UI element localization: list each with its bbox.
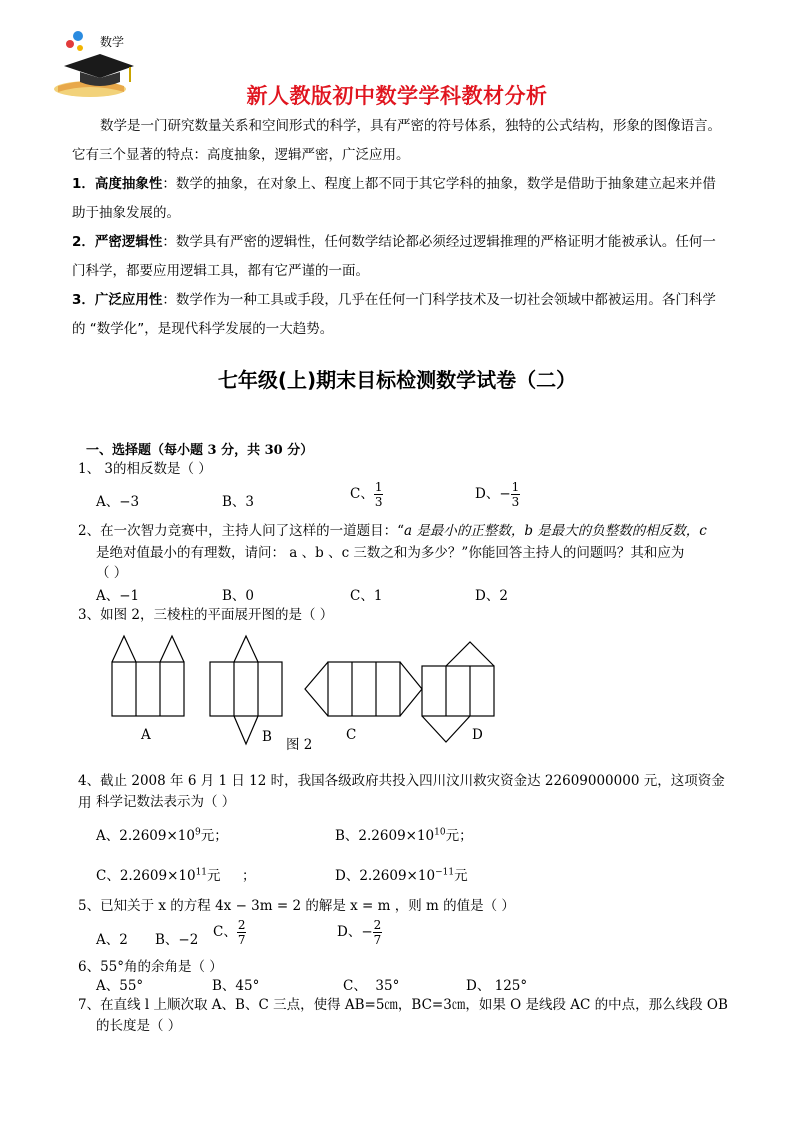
q6-option-b: B、45° [212,978,260,994]
fraction [374,480,384,509]
intro-point-1 [72,170,722,228]
exam-title: 七年级(上)期末目标检测数学试卷（二） [217,368,577,392]
q2-line1: 2、在一次智力竞赛中，主持人问了这样的一道题目：“ [78,523,404,539]
question-4-line2: 科学记数法表示为（ ） [96,794,236,810]
q4-option-b [335,824,473,844]
q6-option-c: C、 35° [343,978,400,994]
q2-option-c: C、1 [350,588,383,604]
net-label-c: C [346,727,357,743]
question-2-stem [78,520,728,542]
intro-point-3 [72,286,722,344]
q1-option-b: B、3 [222,494,255,510]
intro-section [72,112,722,344]
net-label-a: A [141,727,151,743]
point-label: 1．高度抽象性 [72,176,163,192]
fraction [511,480,521,509]
section-heading: 一、选择题（每小题 3 分，共 30 分） [86,443,314,458]
exponent: 11 [195,867,208,878]
q1-option-a: A、−3 [96,494,140,510]
q5-option-c [213,918,246,947]
question-2-line2: 是绝对值最小的有理数，请问： a 、b 、c 三数之和为多少？”你能回答主持人的问题吗？其和应为 [96,545,685,561]
net-d [422,642,494,742]
question-5-stem: 5、已知关于 x 的方程 4x − 3m = 2 的解是 x = m ，则 m 的值是（ ） [78,898,515,914]
q6-option-d: D、 125° [466,978,528,994]
net-label-b: B [262,729,272,745]
option-prefix: C、 [213,924,237,940]
point-label: 2．严密逻辑性 [72,234,163,250]
question-3-stem: 3、如图 2，三棱柱的平面展开图的是（ ） [78,607,334,623]
option-text: D、2.2609×10 [335,868,436,884]
exponent: 9 [194,827,201,838]
option-prefix: D、− [337,924,373,940]
q4-option-d [335,864,468,884]
q4-option-a [96,824,228,844]
question-4-line1: 4、截止 2008 年 6 月 1 日 12 时，我国各级政府共投入四川汶川救灾资金达 22609000000 元，这项资金用 [78,773,725,811]
net-label-d: D [472,727,483,743]
option-unit: 元 ； [207,868,256,884]
option-prefix: D、− [475,486,511,502]
fraction [237,918,247,947]
q1-option-c [350,480,383,509]
point-text: ：数学作为一种工具或手段，几乎在任何一门科学技术及一切社会领域中都被运用。各门科学的 “数学化”，是现代科学发展的一大趋势。 [72,292,716,337]
numerator: 2 [373,918,382,932]
q2-option-a: A、−1 [96,588,140,604]
net-a [112,636,184,716]
question-2-line3: （ ） [96,565,128,581]
q2-option-b: B、0 [222,588,255,604]
q1-option-d [475,480,520,509]
figure-caption: 图 2 [286,737,313,753]
net-c [305,662,422,716]
option-text: A、2.2609×10 [96,828,195,844]
point-text: ：数学的抽象，在对象上、程度上都不同于其它学科的抽象，数学是借助于抽象建立起来并借助于抽象发展的。 [72,176,716,221]
numerator: 1 [374,480,383,494]
q5-option-a: A、2 [96,932,128,948]
point-text: ：数学具有严密的逻辑性，任何数学结论都必须经过逻辑推理的严格证明才能被承认。任何一门科学，都要应用逻辑工具，都有它严谨的一面。 [72,234,716,279]
question-1-stem: 1、 3的相反数是（ ） [78,461,212,477]
question-7-line1: 7、在直线 l 上顺次取 A、B、C 三点，使得 AB=5㎝，BC=3㎝，如果 O 是线段 AC 的中点，那么线段 OB [78,997,728,1013]
denominator: 3 [374,495,383,509]
intro-paragraph: 数学是一门研究数量关系和空间形式的科学，具有严密的符号体系，独特的公式结构，形象的图像语言。它有三个显著的特点：高度抽象，逻辑严密，广泛应用。 [72,118,721,163]
question-6-stem: 6、55°角的余角是（ ） [78,959,223,975]
q5-option-b: B、−2 [155,932,199,948]
option-unit: 元； [445,828,473,844]
q5-option-d [337,918,382,947]
numerator: 1 [511,480,520,494]
denominator: 3 [511,495,520,509]
prism-nets-figure [100,630,520,750]
logo-label: 数学 [100,35,125,49]
denominator: 7 [373,933,382,947]
exponent: −11 [435,867,455,878]
numerator: 2 [237,918,246,932]
option-text: B、2.2609×10 [335,828,435,844]
q6-option-a: A、55° [96,978,144,994]
exponent: 10 [434,827,446,838]
intro-point-2 [72,228,722,286]
option-text: C、2.2609×10 [96,868,196,884]
point-label: 3．广泛应用性 [72,292,163,308]
fraction [373,918,383,947]
banner-title: 新人教版初中数学学科教材分析 [246,84,548,108]
q4-option-c [96,864,255,884]
denominator: 7 [237,933,246,947]
option-unit: 元 [454,868,468,884]
q2-line1b: a 是最小的正整数，b 是最大的负整数的相反数，c [404,523,707,539]
q2-option-d: D、2 [475,588,508,604]
option-unit: 元； [200,828,228,844]
question-7-line2: 的长度是（ ） [96,1018,182,1034]
option-prefix: C、 [350,486,374,502]
